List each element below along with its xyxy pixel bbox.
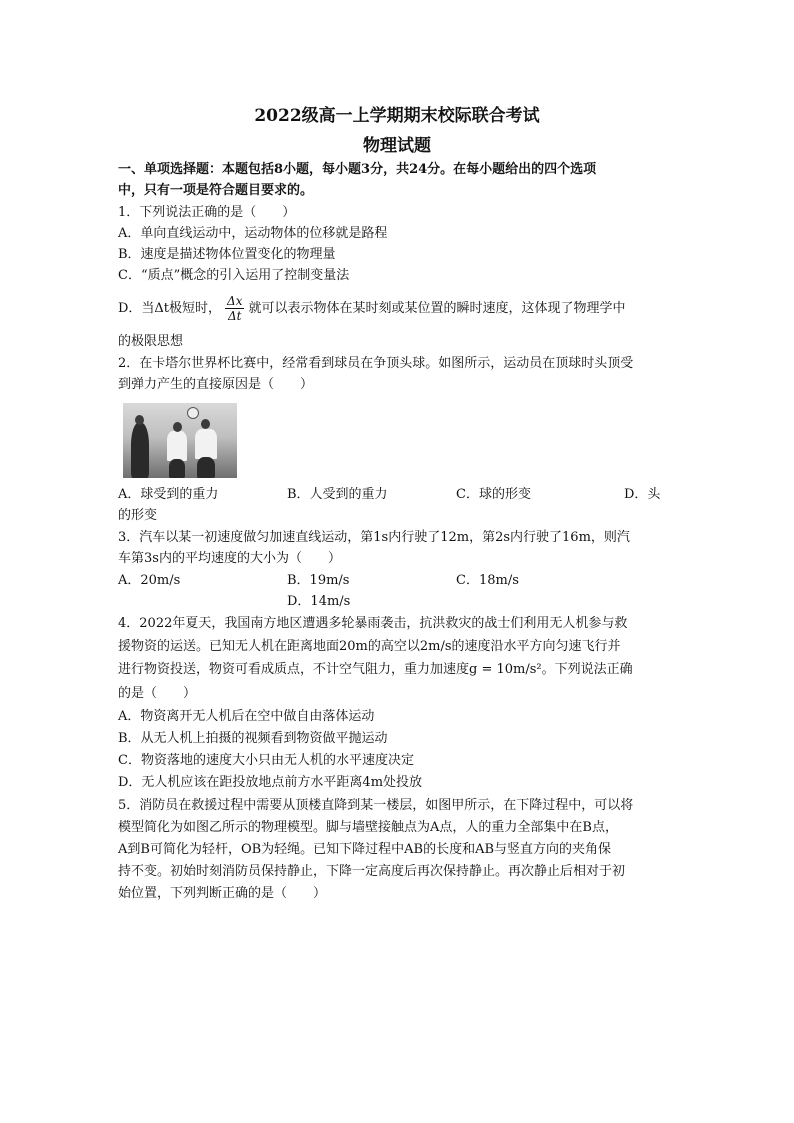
q1-option-d-line2: 的极限思想 bbox=[118, 334, 184, 349]
q4-stem-line4: 的是（ ） bbox=[118, 686, 197, 701]
q5-stem-line5: 始位置，下列判断正确的是（ ） bbox=[118, 886, 327, 901]
player-left-head bbox=[135, 415, 144, 425]
q2-option-d-continued: 的形变 bbox=[118, 508, 158, 523]
player-middle-head bbox=[173, 422, 182, 432]
q3-option-a: A．20m/s bbox=[118, 573, 181, 588]
fraction-denominator: Δt bbox=[228, 309, 242, 323]
q4-option-d: D．无人机应该在距投放地点前方水平距离4m处投放 bbox=[118, 775, 423, 790]
section-heading-line2: 中，只有一项是符合题目要求的。 bbox=[118, 183, 314, 198]
q2-stem-line2: 到弹力产生的直接原因是（ ） bbox=[118, 377, 314, 392]
q4-stem-line1: 4．2022年夏天，我国南方地区遭遇多轮暴雨袭击，抗洪救灾的战士们利用无人机参与救 bbox=[118, 616, 628, 631]
q1-option-d bbox=[118, 294, 626, 323]
exam-title: 2022级高一上学期期末校际联合考试 bbox=[254, 106, 540, 126]
fraction-numerator: Δx bbox=[227, 294, 243, 308]
q3-option-b: B．19m/s bbox=[287, 573, 350, 588]
q4-option-b: B．从无人机上拍摄的视频看到物资做平抛运动 bbox=[118, 731, 388, 746]
section-heading-line1: 一、单项选择题：本题包括8小题，每小题3分，共24分。在每小题给出的四个选项 bbox=[118, 162, 597, 177]
q4-option-a: A．物资离开无人机后在空中做自由落体运动 bbox=[118, 709, 375, 724]
player-left-figure bbox=[131, 423, 149, 478]
q2-option-c: C．球的形变 bbox=[456, 487, 531, 502]
q3-option-c: C．18m/s bbox=[456, 573, 519, 588]
player-middle-shirt bbox=[167, 431, 187, 461]
q3-stem-line1: 3．汽车以某一初速度做匀加速直线运动，第1s内行驶了12m，第2s内行驶了16m，则汽 bbox=[118, 530, 630, 545]
q4-option-c: C．物资落地的速度大小只由无人机的水平速度决定 bbox=[118, 753, 414, 768]
q1-option-d-suffix: 就可以表示物体在某时刻或某位置的瞬时速度，这体现了物理学中 bbox=[248, 301, 626, 316]
q5-stem-line2: 模型简化为如图乙所示的物理模型。脚与墙壁接触点为A点，人的重力全部集中在B点， bbox=[118, 820, 618, 835]
soccer-header-photo bbox=[123, 403, 237, 478]
q2-option-a: A．球受到的重力 bbox=[118, 487, 219, 502]
player-right-shirt bbox=[195, 429, 217, 459]
q4-stem-line3: 进行物资投送，物资可看成质点，不计空气阻力，重力加速度g = 10m/s²。下列说法正确 bbox=[118, 662, 633, 677]
q5-stem-line1: 5．消防员在救援过程中需要从顶楼直降到某一楼层，如图甲所示，在下降过程中，可以将 bbox=[118, 798, 634, 813]
q1-stem: 1．下列说法正确的是（ ） bbox=[118, 205, 296, 220]
q2-stem-line1: 2．在卡塔尔世界杯比赛中，经常看到球员在争顶头球。如图所示，运动员在顶球时头顶受 bbox=[118, 356, 634, 371]
player-right-head bbox=[201, 419, 210, 429]
exam-subject: 物理试题 bbox=[363, 136, 431, 156]
soccer-ball bbox=[187, 407, 199, 419]
q5-stem-line4: 持不变。初始时刻消防员保持静止，下降一定高度后再次保持静止。再次静止后相对于初 bbox=[118, 864, 626, 879]
player-middle-legs bbox=[169, 459, 185, 478]
q1-option-c: C．“质点”概念的引入运用了控制变量法 bbox=[118, 268, 350, 283]
q4-stem-line2: 援物资的运送。已知无人机在距离地面20m的高空以2m/s的速度沿水平方向匀速飞行并 bbox=[118, 639, 621, 654]
q3-option-d: D．14m/s bbox=[287, 594, 351, 609]
q2-option-d: D．头 bbox=[624, 487, 661, 502]
q5-stem-line3: A到B可简化为轻杆，OB为轻绳。已知下降过程中AB的长度和AB与竖直方向的夹角保 bbox=[118, 842, 612, 857]
q1-option-d-prefix: D．当Δt极短时， bbox=[118, 301, 222, 316]
delta-x-over-delta-t-fraction bbox=[225, 294, 244, 323]
q2-option-b: B．人受到的重力 bbox=[287, 487, 388, 502]
q3-stem-line2: 车第3s内的平均速度的大小为（ ） bbox=[118, 551, 341, 566]
q1-option-b: B．速度是描述物体位置变化的物理量 bbox=[118, 247, 336, 262]
player-right-legs bbox=[197, 457, 215, 478]
q1-option-a: A．单向直线运动中，运动物体的位移就是路程 bbox=[118, 226, 388, 241]
